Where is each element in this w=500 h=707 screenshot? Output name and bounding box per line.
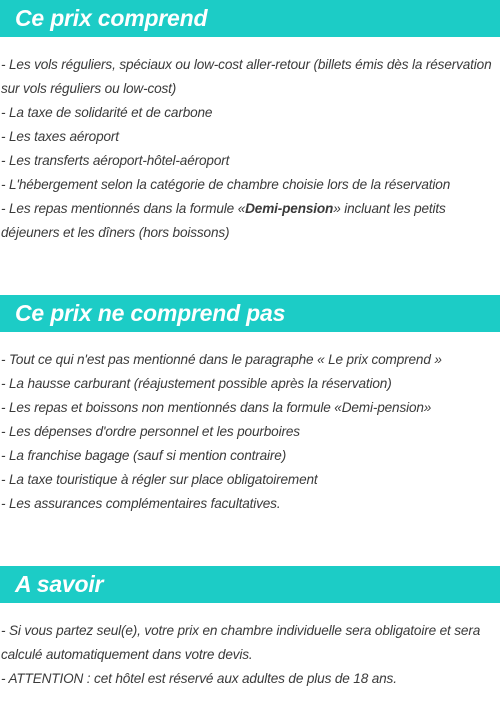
- list-item: - La taxe touristique à régler sur place obligatoirement: [1, 472, 318, 487]
- list-item: - La franchise bagage (sauf si mention contraire): [1, 448, 287, 463]
- list-item: - Les taxes aéroport: [1, 129, 119, 144]
- list-item: - Si vous partez seul(e), votre prix en chambre individuelle sera obligatoire et sera calculé automatiquement dans votre devis.: [1, 623, 481, 662]
- list-item: - L'hébergement selon la catégorie de chambre choisie lors de la réservation: [1, 177, 451, 192]
- good-to-know-list: [0, 619, 500, 691]
- included-list: [0, 53, 500, 245]
- meal-plan-name: Demi-pension: [245, 201, 334, 216]
- section-title: Ce prix ne comprend pas: [15, 300, 286, 326]
- list-item: - La hausse carburant (réajustement possible après la réservation): [1, 376, 392, 391]
- section-title: A savoir: [15, 571, 104, 597]
- list-item: - Les vols réguliers, spéciaux ou low-cost aller-retour (billets émis dès la réservation sur vols réguliers ou low-cost): [1, 57, 492, 96]
- list-item: - Les dépenses d'ordre personnel et les pourboires: [1, 424, 300, 439]
- list-item-meals: [1, 197, 494, 245]
- meal-text-before: - Les repas mentionnés dans la formule «: [1, 201, 246, 216]
- section-header-included: [0, 0, 500, 37]
- list-item: - ATTENTION : cet hôtel est réservé aux adultes de plus de 18 ans.: [1, 671, 397, 686]
- list-item: - Les assurances complémentaires facultatives.: [1, 496, 281, 511]
- list-item: - La taxe de solidarité et de carbone: [1, 105, 213, 120]
- meal-text-after: » incluant les petits déjeuners et les dîners (hors boissons): [1, 201, 446, 240]
- section-header-good-to-know: [0, 566, 500, 603]
- not-included-list: [0, 348, 500, 516]
- section-header-not-included: [0, 295, 500, 332]
- list-item: - Les transferts aéroport-hôtel-aéroport: [1, 153, 230, 168]
- list-item: - Tout ce qui n'est pas mentionné dans le paragraphe « Le prix comprend »: [1, 352, 442, 367]
- section-title: Ce prix comprend: [15, 5, 208, 31]
- list-item: - Les repas et boissons non mentionnés dans la formule «Demi-pension»: [1, 400, 432, 415]
